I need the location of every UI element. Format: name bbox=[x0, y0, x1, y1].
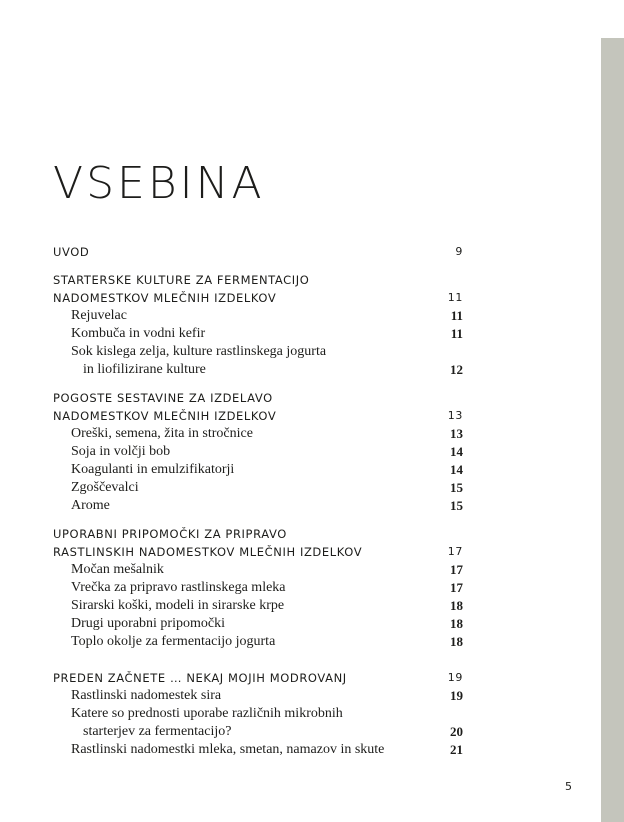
toc-entry[interactable] bbox=[0, 443, 624, 461]
toc-entry-page: 15 bbox=[450, 480, 463, 495]
toc-entry-continuation[interactable] bbox=[0, 361, 624, 379]
toc-entry-label: Vrečka za pripravo rastlinskega mleka bbox=[71, 580, 286, 595]
toc-entry[interactable] bbox=[0, 579, 624, 597]
toc-entry-label: Sirarski koški, modeli in sirarske krpe bbox=[71, 598, 285, 613]
toc-entry-page: 11 bbox=[450, 308, 463, 323]
toc-entry-page: 11 bbox=[450, 326, 463, 341]
toc-entry-label: Toplo okolje za fermentacijo jogurta bbox=[71, 634, 276, 649]
toc-entry-label: Oreški, semena, žita in stročnice bbox=[71, 426, 253, 441]
toc-section-heading[interactable] bbox=[0, 389, 624, 407]
toc-entry-page: 15 bbox=[450, 498, 463, 513]
toc-section-heading[interactable] bbox=[0, 543, 624, 561]
toc-entry-page: 12 bbox=[450, 362, 463, 377]
toc-entry-page: 17 bbox=[450, 562, 463, 577]
toc-entry-label: RASTLINSKIH NADOMESTKOV MLEČNIH IZDELKOV bbox=[53, 545, 363, 559]
toc-entry-label: UPORABNI PRIPOMOČKI ZA PRIPRAVO bbox=[53, 527, 287, 541]
toc-section-heading[interactable] bbox=[0, 407, 624, 425]
toc-entry-label: Arome bbox=[71, 498, 110, 513]
toc-entry-uvod[interactable] bbox=[0, 243, 624, 261]
toc-entry[interactable] bbox=[0, 461, 624, 479]
toc-entry[interactable] bbox=[0, 307, 624, 325]
toc-entry[interactable] bbox=[0, 343, 624, 361]
toc-entry-label: Kombuča in vodni kefir bbox=[71, 326, 206, 341]
toc-entry-page: 13 bbox=[450, 426, 463, 441]
toc-entry-page: 19 bbox=[447, 671, 463, 684]
toc-entry-label: Močan mešalnik bbox=[71, 562, 164, 577]
toc-entry[interactable] bbox=[0, 741, 624, 759]
toc-entry[interactable] bbox=[0, 479, 624, 497]
toc-entry-label: Rastlinski nadomestek sira bbox=[71, 688, 222, 703]
toc-entry-page: 18 bbox=[450, 634, 463, 649]
toc-entry-label: starterjev za fermentacijo? bbox=[83, 724, 232, 739]
toc-entry[interactable] bbox=[0, 325, 624, 343]
toc-entry-label: Rejuvelac bbox=[71, 308, 127, 323]
toc-entry-label: POGOSTE SESTAVINE ZA IZDELAVO bbox=[53, 391, 273, 405]
toc-entry-page: 9 bbox=[455, 245, 463, 258]
toc-entry-page: 18 bbox=[450, 616, 463, 631]
toc-entry[interactable] bbox=[0, 633, 624, 651]
toc-entry-label: Katere so prednosti uporabe različnih mikrobnih bbox=[71, 706, 343, 721]
toc-section-heading[interactable] bbox=[0, 669, 624, 687]
toc-entry-page: 14 bbox=[450, 462, 463, 477]
toc-entry[interactable] bbox=[0, 497, 624, 515]
toc-entry-continuation[interactable] bbox=[0, 723, 624, 741]
toc-entry-page: 11 bbox=[447, 291, 463, 304]
toc-entry-label: Soja in volčji bob bbox=[71, 444, 171, 459]
toc-entry-label: Koagulanti in emulzifikatorji bbox=[71, 462, 235, 477]
toc-entry-page: 17 bbox=[450, 580, 463, 595]
toc-entry-label: in liofilizirane kulture bbox=[83, 362, 206, 377]
toc-entry-label: NADOMESTKOV MLEČNIH IZDELKOV bbox=[53, 409, 277, 423]
toc-entry-label: UVOD bbox=[53, 245, 90, 259]
toc-entry-page: 20 bbox=[450, 724, 463, 739]
page-title: VSEBINA bbox=[53, 158, 265, 209]
toc-entry[interactable] bbox=[0, 561, 624, 579]
toc-entry[interactable] bbox=[0, 597, 624, 615]
toc-entry[interactable] bbox=[0, 687, 624, 705]
toc-entry-label: Sok kislega zelja, kulture rastlinskega jogurta bbox=[71, 344, 327, 359]
toc-section-heading[interactable] bbox=[0, 289, 624, 307]
toc-entry-page: 19 bbox=[450, 688, 463, 703]
toc-entry-label: PREDEN ZAČNETE … NEKAJ MOJIH MODROVANJ bbox=[53, 671, 347, 685]
toc-entry[interactable] bbox=[0, 425, 624, 443]
toc-entry-page: 18 bbox=[450, 598, 463, 613]
page-number: 5 bbox=[565, 780, 572, 793]
toc-entry-page: 17 bbox=[447, 545, 463, 558]
toc-section-heading[interactable] bbox=[0, 271, 624, 289]
toc-entry-page: 13 bbox=[447, 409, 463, 422]
toc-entry-label: Zgoščevalci bbox=[71, 480, 139, 495]
toc-entry-label: STARTERSKE KULTURE ZA FERMENTACIJO bbox=[53, 273, 310, 287]
toc-entry-page: 21 bbox=[450, 742, 463, 757]
toc-entry[interactable] bbox=[0, 615, 624, 633]
toc-entry-label: NADOMESTKOV MLEČNIH IZDELKOV bbox=[53, 291, 277, 305]
toc-entry-label: Rastlinski nadomestki mleka, smetan, namazov in skute bbox=[71, 742, 385, 757]
toc-entry-page: 14 bbox=[450, 444, 463, 459]
toc-entry[interactable] bbox=[0, 705, 624, 723]
toc-section-heading[interactable] bbox=[0, 525, 624, 543]
toc-entry-label: Drugi uporabni pripomočki bbox=[71, 616, 225, 631]
